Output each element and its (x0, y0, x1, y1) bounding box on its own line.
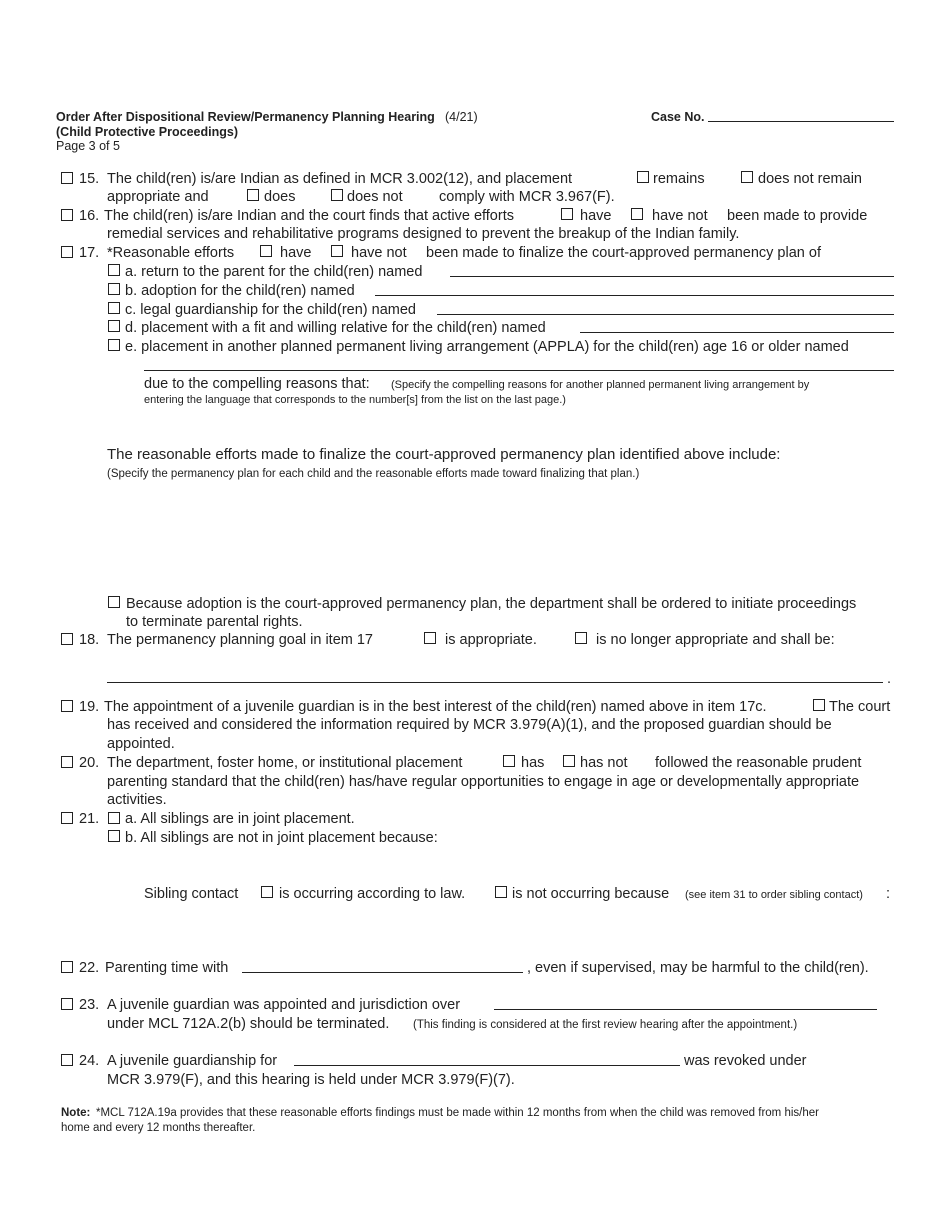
item19-text2: has received and considered the information required by MCR 3.979(A)(1), and the proposed guardian should be (107, 717, 832, 733)
item19-court-checkbox[interactable] (813, 699, 825, 711)
item18-appropriate-label: is appropriate. (445, 632, 537, 648)
item22-checkbox[interactable] (61, 961, 73, 973)
item17e-label: e. placement in another planned permanent living arrangement (APPLA) for the child(ren) age 16 or older named (125, 339, 849, 355)
reasonable-efforts-label: The reasonable efforts made to finalize the court-approved permanency plan identified above include: (107, 446, 781, 463)
item17c-label: c. legal guardianship for the child(ren) named (125, 302, 416, 318)
item23-jurisdiction-field[interactable] (494, 1009, 877, 1010)
item21-number: 21. (79, 811, 100, 827)
sibling-contact-note: (see item 31 to order sibling contact) (685, 889, 863, 901)
item17-have-label: have (280, 245, 312, 261)
item17b-label: b. adoption for the child(ren) named (125, 283, 355, 299)
item18-goal-field[interactable] (107, 682, 883, 683)
item16-text3: remedial services and rehabilitative programs designed to prevent the breakup of the Indian family. (107, 226, 740, 242)
item22-text: Parenting time with (105, 960, 229, 976)
case-no-label: Case No. (651, 110, 705, 124)
item15-does-not-label: does not (347, 189, 403, 205)
item17-have-not-checkbox[interactable] (331, 245, 343, 257)
note-label: Note: (61, 1107, 91, 1119)
sibling-not-occurring-checkbox[interactable] (495, 886, 507, 898)
adoption-text2: to terminate parental rights. (126, 614, 303, 630)
item23-text: A juvenile guardian was appointed and jurisdiction over (107, 997, 461, 1013)
item17a-field[interactable] (450, 276, 894, 277)
item17c-field[interactable] (437, 314, 894, 315)
item17e-field[interactable] (144, 370, 894, 371)
item15-does-not-checkbox[interactable] (331, 189, 343, 201)
item19-text3: appointed. (107, 736, 175, 752)
note-line2: home and every 12 months thereafter. (61, 1122, 256, 1134)
sibling-contact-colon: : (886, 886, 891, 902)
compelling-reasons-note1: (Specify the compelling reasons for another planned permanent living arrangement by (391, 379, 810, 391)
reasonable-efforts-note: (Specify the permanency plan for each child and the reasonable efforts made toward finalizing that plan.) (107, 468, 640, 480)
form-title: Order After Dispositional Review/Permanency Planning Hearing (56, 110, 435, 124)
item17-have-checkbox[interactable] (260, 245, 272, 257)
item24-checkbox[interactable] (61, 1054, 73, 1066)
item23-text2: under MCL 712A.2(b) should be terminated. (107, 1016, 390, 1032)
item15-remains-checkbox[interactable] (637, 171, 649, 183)
item22-number: 22. (79, 960, 100, 976)
sibling-not-occurring-label: is not occurring because (512, 886, 670, 902)
item21b-label: b. All siblings are not in joint placement because: (125, 830, 438, 846)
item23-checkbox[interactable] (61, 998, 73, 1010)
item20-has-not-checkbox[interactable] (563, 755, 575, 767)
item20-text4: activities. (107, 792, 167, 808)
item17d-field[interactable] (580, 332, 894, 333)
item18-appropriate-checkbox[interactable] (424, 632, 436, 644)
item18-no-longer-label: is no longer appropriate and shall be: (596, 632, 835, 648)
item17e-checkbox[interactable] (108, 339, 120, 351)
item18-text: The permanency planning goal in item 17 (107, 632, 373, 648)
item17d-label: d. placement with a fit and willing relative for the child(ren) named (125, 320, 546, 336)
item22-parenting-field[interactable] (242, 972, 523, 973)
item17c-checkbox[interactable] (108, 302, 120, 314)
item19-text: The appointment of a juvenile guardian is in the best interest of the child(ren) named above in item 17c. (104, 699, 767, 715)
item24-text3: MCR 3.979(F), and this hearing is held under MCR 3.979(F)(7). (107, 1072, 515, 1088)
sibling-occurring-checkbox[interactable] (261, 886, 273, 898)
item19-number: 19. (79, 699, 100, 715)
item17-number: 17. (79, 245, 100, 261)
item15-not-remain-checkbox[interactable] (741, 171, 753, 183)
item15-number: 15. (79, 171, 100, 187)
page-number: Page 3 of 5 (56, 139, 120, 153)
item17-have-not-label: have not (351, 245, 407, 261)
item20-text: The department, foster home, or institutional placement (107, 755, 463, 771)
adoption-text1: Because adoption is the court-approved permanency plan, the department shall be ordered to initiate proceedings (126, 596, 857, 612)
sibling-occurring-label: is occurring according to law. (279, 886, 466, 902)
item17a-checkbox[interactable] (108, 264, 120, 276)
item16-have-label: have (580, 208, 612, 224)
item24-number: 24. (79, 1053, 100, 1069)
item17d-checkbox[interactable] (108, 320, 120, 332)
item23-note: (This finding is considered at the first review hearing after the appointment.) (413, 1019, 798, 1031)
item21a-checkbox[interactable] (108, 812, 120, 824)
item24-text2: was revoked under (684, 1053, 807, 1069)
item15-remains-label: remains (653, 171, 705, 187)
item20-text3: parenting standard that the child(ren) has/have regular opportunities to engage in age or developmentally appropriate (107, 774, 860, 790)
item20-has-checkbox[interactable] (503, 755, 515, 767)
form-revision: (4/21) (445, 110, 478, 124)
item17-checkbox[interactable] (61, 246, 73, 258)
item16-text2: been made to provide (727, 208, 868, 224)
item15-text: The child(ren) is/are Indian as defined in MCR 3.002(12), and placement (107, 171, 573, 187)
item16-number: 16. (79, 208, 100, 224)
item19-court-label: The court (829, 699, 891, 715)
item17-text: *Reasonable efforts (107, 245, 235, 261)
item16-have-not-checkbox[interactable] (631, 208, 643, 220)
form-subtitle: (Child Protective Proceedings) (56, 125, 238, 139)
item21b-checkbox[interactable] (108, 830, 120, 842)
item15-text3: comply with MCR 3.967(F). (439, 189, 615, 205)
item18-number: 18. (79, 632, 100, 648)
item17b-checkbox[interactable] (108, 283, 120, 295)
compelling-reasons-note2: entering the language that corresponds to the number[s] from the list on the last page.) (144, 394, 566, 406)
item23-number: 23. (79, 997, 100, 1013)
item19-checkbox[interactable] (61, 700, 73, 712)
item15-does-label: does (264, 189, 296, 205)
item18-no-longer-checkbox[interactable] (575, 632, 587, 644)
item15-checkbox[interactable] (61, 172, 73, 184)
item15-does-checkbox[interactable] (247, 189, 259, 201)
case-no-field[interactable] (708, 121, 894, 122)
item16-have-not-label: have not (652, 208, 708, 224)
item16-have-checkbox[interactable] (561, 208, 573, 220)
item20-text2: followed the reasonable prudent (655, 755, 862, 771)
item16-checkbox[interactable] (61, 209, 73, 221)
item18-checkbox[interactable] (61, 633, 73, 645)
note-line1: *MCL 712A.19a provides that these reasonable efforts findings must be made within 12 months from when the child was removed from his/her (96, 1107, 819, 1119)
item21-checkbox[interactable] (61, 812, 73, 824)
adoption-checkbox[interactable] (108, 596, 120, 608)
item17-text2: been made to finalize the court-approved permanency plan of (426, 245, 821, 261)
item20-has-label: has (521, 755, 545, 771)
sibling-contact-label: Sibling contact (144, 886, 239, 902)
item20-number: 20. (79, 755, 100, 771)
item24-text: A juvenile guardianship for (107, 1053, 278, 1069)
item21a-label: a. All siblings are in joint placement. (125, 811, 355, 827)
item24-guardianship-field[interactable] (294, 1065, 680, 1066)
compelling-reasons-label: due to the compelling reasons that: (144, 376, 370, 392)
item15-not-remain-label: does not remain (758, 171, 862, 187)
item16-text: The child(ren) is/are Indian and the court finds that active efforts (104, 208, 514, 224)
item17b-field[interactable] (375, 295, 894, 296)
item20-has-not-label: has not (580, 755, 628, 771)
item22-text2: , even if supervised, may be harmful to the child(ren). (527, 960, 869, 976)
item18-period: . (887, 671, 892, 687)
item15-text2: appropriate and (107, 189, 209, 205)
item20-checkbox[interactable] (61, 756, 73, 768)
item17a-label: a. return to the parent for the child(ren) named (125, 264, 423, 280)
